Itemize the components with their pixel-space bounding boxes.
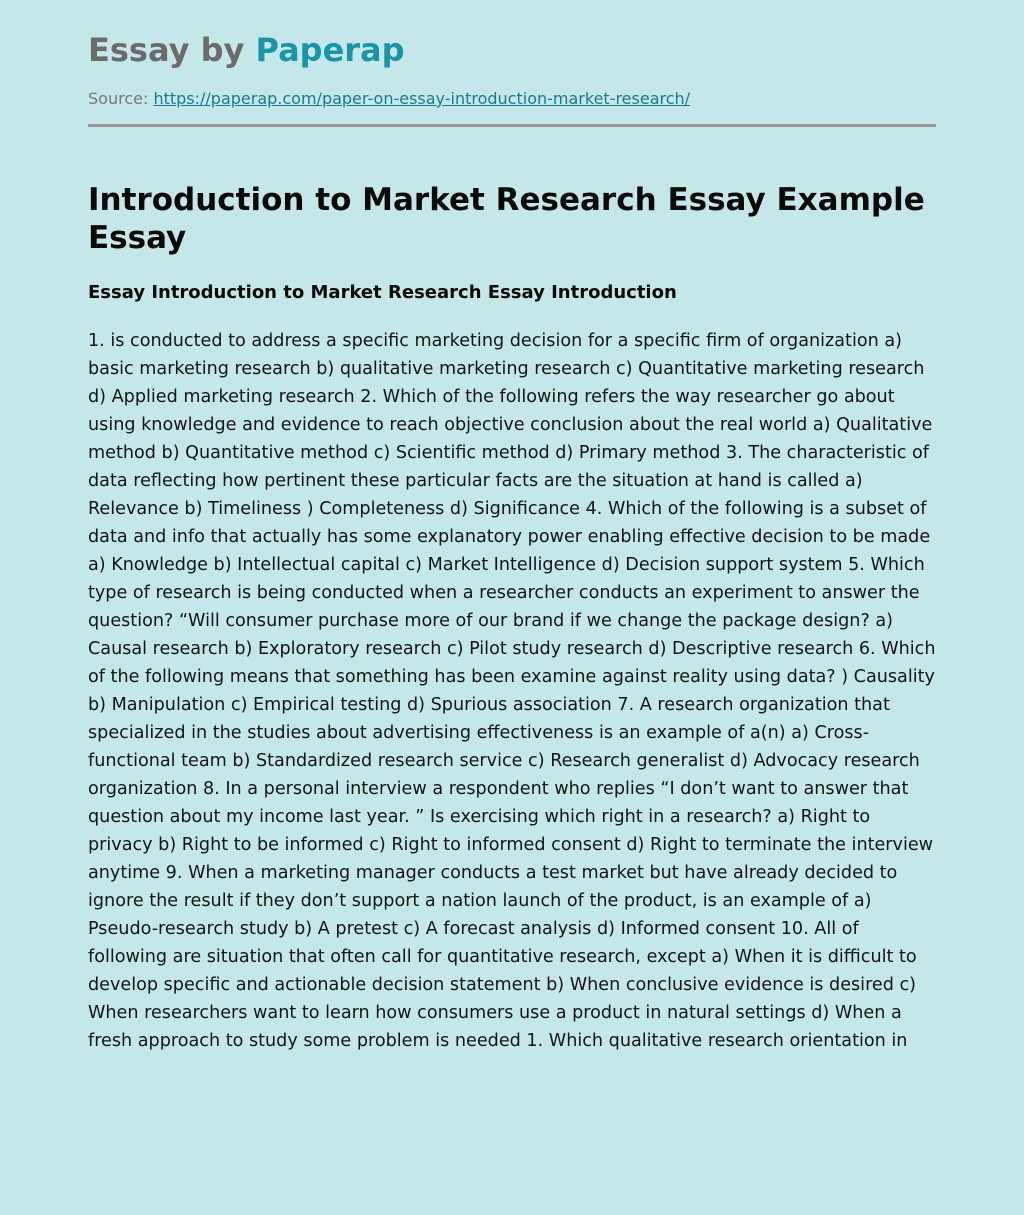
source-line: [88, 88, 690, 110]
source-label: Source:: [88, 89, 154, 108]
source-link[interactable]: https://paperap.com/paper-on-essay-introduction-market-research/: [153, 89, 691, 108]
article-title: Introduction to Market Research Essay Example Essay: [88, 182, 925, 256]
article-body: 1. is conducted to address a specific marketing decision for a specific firm of organization a) basic marketing research b) qualitative marketing research c) Quantitative marketing research d) Applied marketing research 2. Which of the following refers the way researcher go about using knowledge and evidence to reach objective conclusion about the real world a) Qualitative method b) Quantitative method c) Scientific method d) Primary method 3. The characteristic of data reflecting how pertinent these particular facts are the situation at hand is called a) Relevance b) Timeliness ) Completeness d) Significance 4. Which of the following is a subset of data and info that actually has some explanatory power enabling effective decision to be made a) Knowledge b) Intellectual capital c) Market Intelligence d) Decision support system 5. Which type of research is being conducted when a researcher conducts an experiment to answer the question? “Will consumer purchase more of our brand if we change the package design? a) Causal research b) Exploratory research c) Pilot study research d) Descriptive research 6. Which of the following means that something has been examine against reality using data? ) Causality b) Manipulation c) Empirical testing d) Spurious association 7. A research organization that specialized in the studies about advertising effectiveness is an example of a(n) a) Cross-functional team b) Standardized research service c) Research generalist d) Advocacy research organization 8. In a personal interview a respondent who replies “I don’t want to answer that question about my income last year. ” Is exercising which right in a research? a) Right to privacy b) Right to be informed c) Right to informed consent d) Right to terminate the interview anytime 9. When a marketing manager conducts a test market but have already decided to ignore the result if they don’t support a nation launch of the product, is an example of a) Pseudo-research study b) A pretest c) A forecast analysis d) Informed consent 10. All of following are situation that often call for quantitative research, except a) When it is difficult to develop specific and actionable decision statement b) When conclusive evidence is desired c) When researchers want to learn how consumers use a product in natural settings d) When a fresh approach to study some problem is needed 1. Which qualitative research orientation in: [88, 331, 936, 1051]
brand-prefix: Essay by: [88, 31, 256, 69]
brand-name: Paperap: [255, 31, 405, 69]
header-divider: [88, 124, 936, 127]
article-subtitle: Essay Introduction to Market Research Essay Introduction: [88, 282, 677, 303]
site-brand[interactable]: [88, 30, 405, 70]
